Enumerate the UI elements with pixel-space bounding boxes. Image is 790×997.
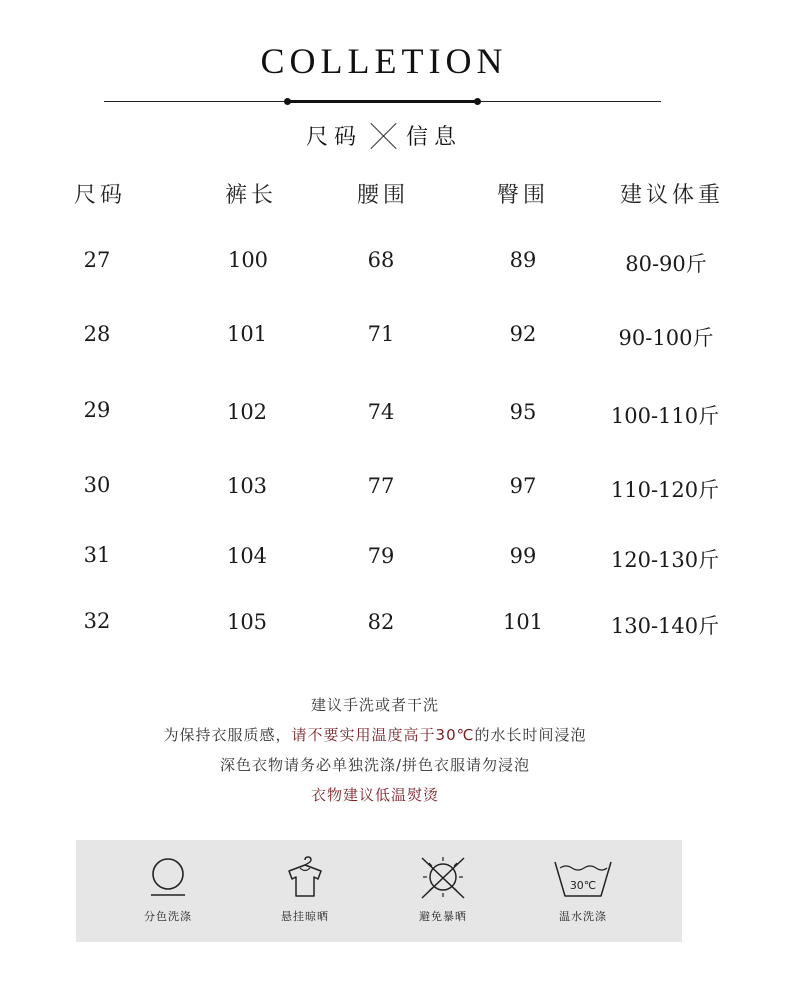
hanging-shirt-icon: [280, 854, 330, 904]
header-length: 裤长: [224, 183, 277, 208]
cell-hip: 89: [509, 248, 537, 272]
cell-size: 28: [83, 322, 111, 346]
cell-length: 105: [226, 610, 268, 634]
header-weight: 建议体重: [619, 183, 724, 208]
header-hip: 臀围: [496, 183, 549, 208]
cell-weight: 120-130斤: [610, 548, 720, 572]
cell-length: 101: [226, 322, 268, 346]
cell-waist: 71: [367, 322, 395, 346]
icon-label: 温水洗涤: [559, 910, 607, 923]
cell-waist: 74: [367, 400, 395, 424]
cell-weight: 90-100斤: [618, 326, 714, 350]
cell-hip: 99: [509, 544, 537, 568]
cross-icon: [370, 122, 398, 150]
cell-size: 29: [83, 398, 111, 422]
cell-length: 104: [226, 544, 268, 568]
page-title: COLLETION: [260, 41, 508, 81]
icon-label: 避免暴晒: [419, 910, 467, 923]
cell-length: 102: [226, 400, 268, 424]
care-line-4: 衣物建议低温熨烫: [310, 786, 439, 804]
wash-tub-30-icon: [551, 854, 615, 904]
section-subtitle: [0, 120, 768, 151]
cell-size: 31: [83, 543, 111, 567]
no-sun-icon: [416, 854, 470, 904]
subtitle-right: 信息: [406, 125, 463, 150]
circle-wash-icon: [143, 854, 193, 904]
care-icons-panel: [76, 840, 682, 942]
care-line-1: 建议手洗或者干洗: [310, 696, 439, 714]
cell-hip: 95: [509, 400, 537, 424]
cell-waist: 79: [367, 544, 395, 568]
subtitle-left: 尺码: [305, 125, 362, 150]
care-line-2-suffix: 的水长时间浸泡: [474, 726, 587, 744]
care-icon-item: [260, 854, 350, 924]
care-icon-item: [538, 854, 628, 924]
cell-weight: 100-110斤: [610, 404, 720, 428]
cell-weight: 130-140斤: [610, 614, 720, 638]
cell-hip: 101: [502, 610, 544, 634]
cell-length: 100: [227, 248, 269, 272]
care-line-2-warning: 请不要实用温度高于30℃: [291, 726, 475, 744]
cell-size: 30: [83, 473, 111, 497]
cell-waist: 77: [367, 474, 395, 498]
care-icon-item: [398, 854, 488, 924]
header-waist: 腰围: [356, 183, 409, 208]
icon-label: 分色洗涤: [144, 910, 192, 923]
cell-weight: 110-120斤: [610, 478, 720, 502]
cell-size: 32: [83, 609, 111, 633]
icon-label: 悬挂晾晒: [281, 910, 329, 923]
wash-temperature: 30℃: [569, 879, 597, 892]
care-line-2-prefix: 为保持衣服质感，: [163, 726, 292, 744]
title-rule-accent: [287, 100, 479, 103]
cell-hip: 92: [509, 322, 537, 346]
care-icon-item: [123, 854, 213, 924]
cell-weight: 80-90斤: [625, 252, 707, 276]
cell-size: 27: [83, 248, 111, 272]
cell-length: 103: [226, 474, 268, 498]
care-line-3: 深色衣物请务必单独洗涤/拼色衣服请勿浸泡: [219, 756, 531, 774]
header-size: 尺码: [73, 183, 126, 208]
cell-hip: 97: [509, 474, 537, 498]
cell-waist: 82: [367, 610, 395, 634]
care-line-2: [0, 724, 750, 745]
title-rule-dot-right: [474, 98, 481, 105]
cell-waist: 68: [367, 248, 395, 272]
title-rule-dot-left: [284, 98, 291, 105]
